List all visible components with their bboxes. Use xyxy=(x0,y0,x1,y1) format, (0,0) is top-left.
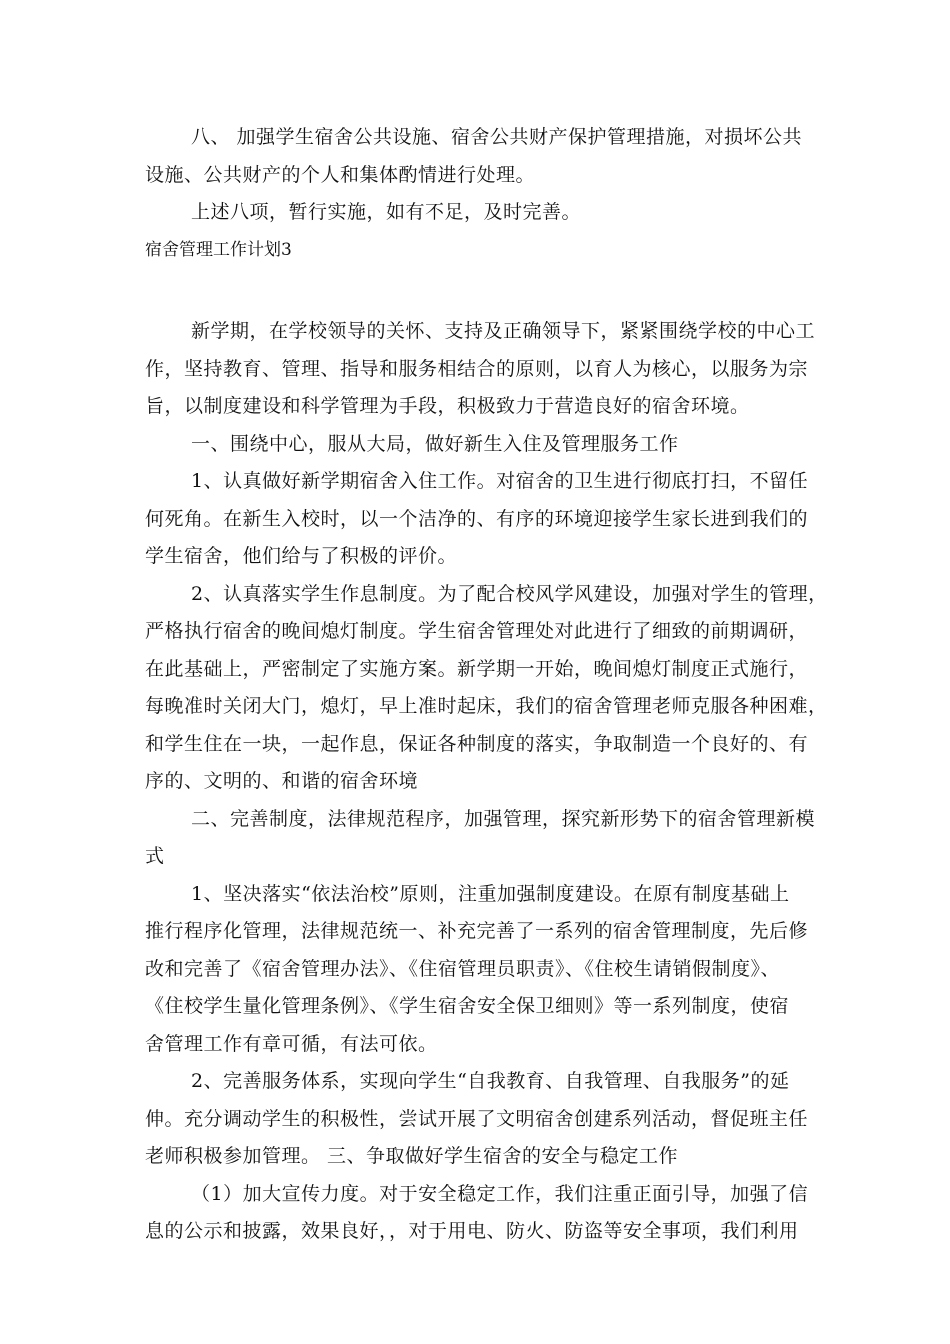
text-line: 在此基础上，严密制定了实施方案。新学期一开始，晚间熄灯制度正式施行， xyxy=(145,657,809,680)
text-line: 1、认真做好新学期宿舍入住工作。对宿舍的卫生进行彻底打扫，不留任 xyxy=(191,470,809,492)
text-line: 式 xyxy=(145,845,165,867)
text-line: 旨，以制度建设和科学管理为手段，积极致力于营造良好的宿舍环境。 xyxy=(145,395,750,417)
section-title-text: 宿舍管理工作计划3 xyxy=(145,239,292,260)
text-line: 伸。充分调动学生的积极性，尝试开展了文明宿舍创建系列活动，督促班主任 xyxy=(145,1107,809,1130)
paragraph-publicity xyxy=(145,1176,809,1251)
text-line: 新学期，在学校领导的关怀、支持及正确领导下，紧紧围绕学校的中心工 xyxy=(191,320,816,342)
paragraph-item-2 xyxy=(145,576,828,801)
section-title xyxy=(145,232,805,270)
text-line: 二、完善制度，法律规范程序，加强管理，探究新形势下的宿舍管理新模 xyxy=(191,807,816,830)
text-line: 息的公示和披露，效果良好，，对于用电、防火、防盗等安全事项，我们利用 xyxy=(145,1220,799,1242)
paragraph-item-eight xyxy=(145,119,805,194)
text-line: 每晚准时关闭大门，熄灯，早上准时起床，我们的宿舍管理老师克服各种困难， xyxy=(145,695,828,717)
text-line: 2、完善服务体系，实现向学生“自我教育、自我管理、自我服务”的延 xyxy=(191,1070,790,1092)
text-line: 上述八项，暂行实施，如有不足，及时完善。 xyxy=(191,201,582,223)
text-line: 《住校学生量化管理条例》、《学生宿舍安全保卫细则》等一系列制度，使宿 xyxy=(145,995,790,1017)
blank-space xyxy=(145,269,805,313)
text-line: 八、 加强学生宿舍公共设施、宿舍公共财产保护管理措施，对损坏公共 xyxy=(191,126,803,148)
text-line: 严格执行宿舍的晚间熄灯制度。学生宿舍管理处对此进行了细致的前期调研， xyxy=(145,620,809,642)
paragraph-rules xyxy=(145,876,809,1064)
paragraph-service xyxy=(145,1063,809,1176)
paragraph-item-1 xyxy=(145,463,809,576)
text-line: 序的、文明的、和谐的宿舍环境 xyxy=(145,770,419,792)
text-line: 和学生住在一块，一起作息，保证各种制度的落实，争取制造一个良好的、有 xyxy=(145,732,809,755)
text-line: 何死角。在新生入校时，以一个洁净的、有序的环境迎接学生家长进到我们的 xyxy=(145,507,809,530)
text-line: 老师积极参加管理。 三、争取做好学生宿舍的安全与稳定工作 xyxy=(145,1145,679,1167)
text-line: 设施、公共财产的个人和集体酌情进行处理。 xyxy=(145,163,536,186)
text-line: 学生宿舍，他们给与了积极的评价。 xyxy=(145,545,458,567)
paragraph-intro xyxy=(145,313,816,426)
text-line: 推行程序化管理，法律规范统一、补充完善了一系列的宿舍管理制度，先后修 xyxy=(145,920,809,942)
paragraph-summary xyxy=(145,194,805,232)
text-line: 2、认真落实学生作息制度。为了配合校风学风建设，加强对学生的管理， xyxy=(191,582,828,605)
text-line: 舍管理工作有章可循，有法可依。 xyxy=(145,1032,438,1055)
paragraph-section-one xyxy=(145,426,805,464)
document-body xyxy=(145,119,828,1251)
text-line: 改和完善了《宿舍管理办法》、《住宿管理员职责》、《住校生请销假制度》、 xyxy=(145,957,781,980)
text-line: （1）加大宣传力度。对于安全稳定工作，我们注重正面引导，加强了信 xyxy=(191,1182,809,1205)
text-line: 作，坚持教育、管理、指导和服务相结合的原则，以育人为核心，以服务为宗 xyxy=(145,357,809,380)
text-line: 1、坚决落实“依法治校”原则，注重加强制度建设。在原有制度基础上 xyxy=(191,882,790,905)
text-line: 一、围绕中心，服从大局，做好新生入住及管理服务工作 xyxy=(191,432,679,455)
paragraph-section-two xyxy=(145,801,816,876)
